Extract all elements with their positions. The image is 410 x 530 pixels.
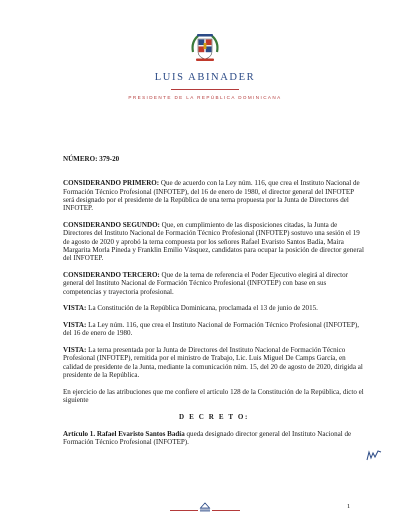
considerando-segundo [63, 221, 365, 263]
vista-label: VISTA: [63, 345, 87, 354]
footer-rule-left [170, 510, 198, 511]
vista-terna [63, 346, 365, 379]
header-subtitle: PRESIDENTE DE LA REPÚBLICA DOMINICANA [128, 95, 282, 100]
considerando-tercero [63, 271, 365, 296]
considerando-tercero-text: Que de la terna de referencia el Poder Ejecutivo elegirá al director general del Instituto Nacional de Formación Técnico Profesional (INFOTEP) con base en sus competencias y trayectoria profesional. [63, 271, 348, 296]
vista-ley [63, 321, 365, 338]
articulo-1-text: queda designado director general del Instituto Nacional de Formación Técnico Profesional (INFOTEP). [63, 429, 352, 447]
palace-emblem-icon [199, 502, 211, 512]
considerando-primero-label: CONSIDERANDO PRIMERO: [63, 179, 160, 188]
considerando-segundo-label: CONSIDERANDO SEGUNDO: [63, 221, 160, 230]
document-body [63, 155, 365, 455]
footer-rule-right [212, 510, 240, 511]
vista-label: VISTA: [63, 321, 87, 329]
articulo-1 [63, 430, 365, 447]
considerando-tercero-label: CONSIDERANDO TERCERO: [63, 271, 160, 280]
header-divider [171, 89, 239, 90]
decreto-heading: D E C R E T O: [179, 412, 249, 421]
articulo-1-label: Artículo 1. Rafael Evaristo Santos Badía [63, 429, 185, 438]
vista-label: VISTA: [63, 304, 87, 313]
page-number: 1 [347, 503, 351, 510]
considerando-segundo-text: Que, en cumplimiento de las disposiciones citadas, la Junta de Directores del Instituto Nacional de Formación Técnico Profesional (INFOTEP) sostuvo una sesión el 19 de agosto de 2020 y aprobó la terna compuesta por los señores Rafael Evaristo Santos Badía, Maira Margarita Morla Pineda y Franklin Emilio Vásquez, candidatos para ocupar la posición de director general del INFOTEP. [63, 221, 364, 263]
decree-number: NÚMERO: 379-20 [63, 155, 120, 163]
vista-text: La Ley núm. 116, que crea el Instituto Nacional de Formación Técnico Profesional (INFOTEP), del 16 de enero de 1980. [63, 321, 359, 338]
considerando-primero [63, 179, 365, 212]
vista-text: La Constitución de la República Dominicana, proclamada el 13 de junio de 2015. [86, 304, 318, 313]
initials-signature [366, 448, 382, 462]
vista-constitucion [63, 304, 365, 312]
header-name: LUIS ABINADER [154, 72, 256, 83]
vista-text: La terna presentada por la Junta de Directores del Instituto Nacional de Formación Técnico Profesional (INFOTEP), remitida por el ministro de Trabajo, Lic. Luis Miguel De Camps García, en calidad de presidente de la Junta, mediante la comunicación núm. 15, del 20 de agosto de 2020, dirigida al presidente de la República. [63, 345, 363, 380]
considerando-primero-text: Que de acuerdo con la Ley núm. 116, que crea el Instituto Nacional de Formación Técnico Profesional (INFOTEP), del 16 de enero de 1980, el director general del INFOTEP será designado por el presidente de la República de una terna propuesta por la Junta de Directores del INFOTEP. [63, 179, 360, 213]
exercise-paragraph: En ejercicio de las atribuciones que me confiere el artículo 128 de la Constitución de la República, dicto el siguiente [63, 387, 364, 404]
coat-of-arms-icon [188, 30, 222, 64]
